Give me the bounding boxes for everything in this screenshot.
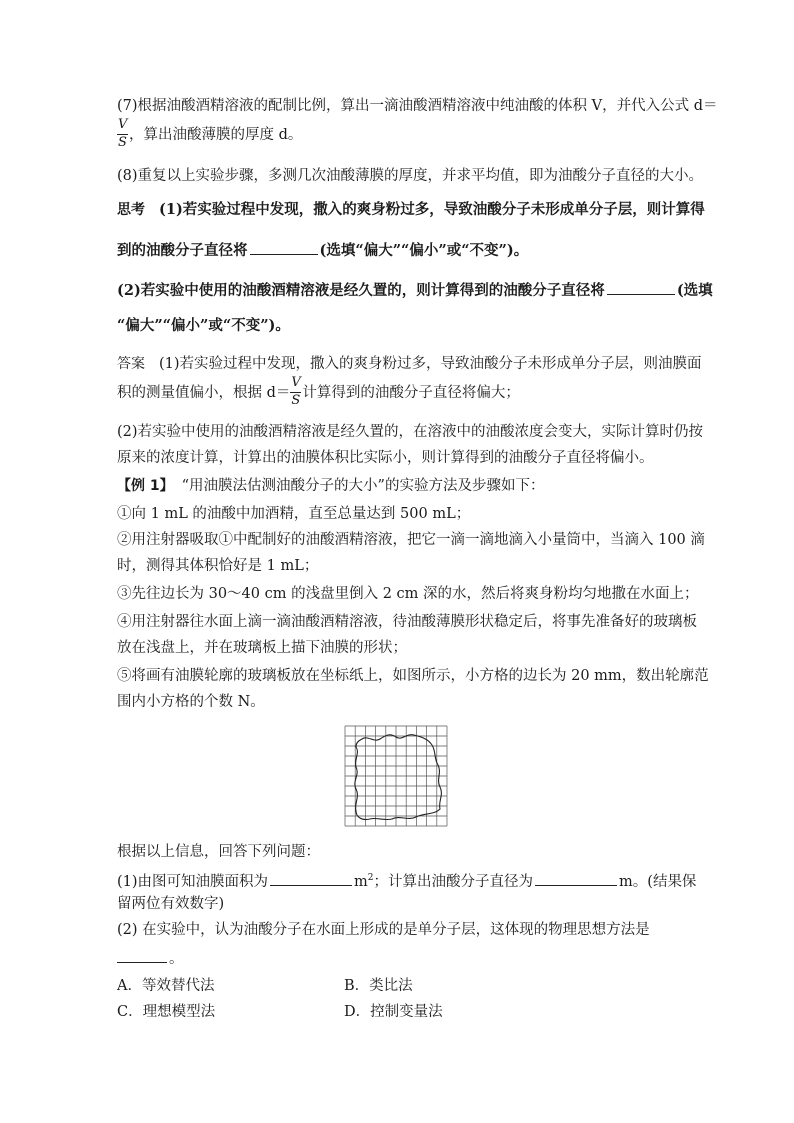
think-q2-line1: (2)若实验中使用的油酸酒精溶液是经久置的，则计算得到的油酸分子直径将 (选填 xyxy=(117,278,713,301)
think-q1-line2: 到的油酸分子直径将 (选填“偏大”“偏小”或“不变”)。 xyxy=(117,238,528,261)
question-2-line1: (2) 在实验中，认为油酸分子在水面上形成的是单分子层，这体现的物理思想方法是 xyxy=(117,922,650,938)
example-step2-line2: 时，测得其体积恰好是 1 mL； xyxy=(117,558,319,574)
question-1-line2: 留两位有效数字) xyxy=(117,896,225,912)
option-d[interactable]: D．控制变量法 xyxy=(344,1004,443,1020)
answer-a1-line1: 答案 (1)若实验过程中发现，撒入的爽身粉过多，导致油酸分子未形成单分子层，则油膜面 xyxy=(117,356,702,372)
option-b[interactable]: B．类比法 xyxy=(344,978,413,994)
step7-line2: $\frac{V}{S}$ ，算出油酸薄膜的厚度 d。 xyxy=(118,117,303,150)
think-q1-line1: 思考 (1)若实验过程中发现，撒入的爽身粉过多，导致油酸分子未形成单分子层，则计算得 xyxy=(117,201,705,218)
diameter-answer-blank[interactable] xyxy=(535,869,617,886)
example-label: 【例 1】 xyxy=(117,478,174,494)
answer-a1-line2: 积的测量值偏小，根据 d＝ $\frac{V}{S}$ 计算得到的油酸分子直径将偏大； xyxy=(117,375,520,408)
example-step3: ③先往边长为 30～40 cm 的浅盘里倒入 2 cm 深的水，然后将爽身粉均匀地撒在水面上； xyxy=(117,586,699,602)
coordinate-grid xyxy=(345,726,447,826)
answer-blank-2[interactable] xyxy=(607,278,675,295)
step8: (8)重复以上实验步骤，多测几次油酸薄膜的厚度，并求平均值，即为油酸分子直径的大小。 xyxy=(117,168,704,184)
question-1-line1: (1)由图可知油膜面积为 $m^2$；计算出油酸分子直径为 m。(结果保 xyxy=(117,868,696,892)
answer-a2-line1: (2)若实验中使用的油酸酒精溶液是经久置的，在溶液中的油酸浓度会变大，实际计算时仍按 xyxy=(117,424,704,440)
example-step5-line1: ⑤将画有油膜轮廓的玻璃板放在坐标纸上，如图所示，小方格的边长为 20 mm，数出轮廓范 xyxy=(117,668,709,684)
example-step4-line1: ④用注射器往水面上滴一滴油酸酒精溶液，待油酸薄膜形状稳定后，将事先准备好的玻璃板 xyxy=(117,614,697,630)
think-label: 思考 xyxy=(117,202,145,218)
example-step4-line2: 放在浅盘上，并在玻璃板上描下油膜的形状； xyxy=(117,640,407,656)
question-2-line2: 。 xyxy=(117,946,184,969)
option-c[interactable]: C．理想模型法 xyxy=(117,1004,216,1020)
answer-blank-1[interactable] xyxy=(250,238,318,255)
example-step5-line2: 围内小方格的个数 N。 xyxy=(117,694,265,710)
answer-a2-line2: 原来的浓度计算，计算出的油膜体积比实际小，则计算得到的油酸分子直径将偏小。 xyxy=(117,450,654,466)
answer-label: 答案 xyxy=(117,356,145,372)
example-intro: 【例 1】 “用油膜法估测油酸分子的大小”的实验方法及步骤如下： xyxy=(117,478,545,494)
example-step2-line1: ②用注射器吸取①中配制好的油酸酒精溶液，把它一滴一滴地滴入小量筒中，当滴入 100 滴 xyxy=(117,532,705,548)
area-answer-blank[interactable] xyxy=(270,869,352,886)
step7-line1: (7)根据油酸酒精溶液的配制比例，算出一滴油酸酒精溶液中纯油酸的体积 V，并代入公式 d＝ xyxy=(117,98,718,114)
questions-intro: 根据以上信息，回答下列问题： xyxy=(117,844,320,860)
option-a[interactable]: A．等效替代法 xyxy=(117,978,215,994)
oil-film-outline xyxy=(355,735,442,820)
fraction-v-over-s: $\frac{V}{S}$ xyxy=(118,117,128,150)
oil-film-grid-figure xyxy=(344,725,450,829)
think-q2-line2: “偏大”“偏小”或“不变”)。 xyxy=(117,317,290,334)
fraction-v-over-s-answer: $\frac{V}{S}$ xyxy=(291,375,301,408)
method-answer-blank[interactable] xyxy=(117,946,167,963)
example-step1: ①向 1 mL 的油酸中加酒精，直至总量达到 500 mL； xyxy=(117,506,471,522)
